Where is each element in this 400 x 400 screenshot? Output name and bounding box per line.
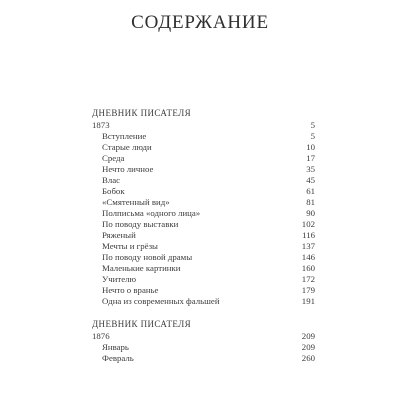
toc-entry-page: 5 [310,120,315,130]
toc-entry-label: По поводу новой драмы [102,252,193,262]
toc-entry [92,164,315,175]
toc-entry [92,230,315,241]
toc-entry-page: 45 [306,175,315,185]
toc-entry-label: Бобок [102,186,125,196]
toc-entry-page: 81 [306,197,315,207]
toc-entry [92,208,315,219]
toc-entry-page: 10 [306,142,315,152]
toc-entry-page: 209 [301,331,315,341]
toc-entry-page: 191 [301,296,315,306]
toc-entry-label: Нечто о вранье [102,285,159,295]
toc-entry-page: 260 [301,353,315,363]
toc-entry-label: Среда [102,153,125,163]
toc-entry-page: 179 [301,285,315,295]
toc-entry [92,131,315,142]
toc-entry [92,186,315,197]
toc-entry-page: 35 [306,164,315,174]
toc-entry-label: Январь [102,342,129,352]
toc-entry-page: 61 [306,186,315,196]
toc-entry [92,263,315,274]
toc-entry-page: 137 [301,241,315,251]
toc-entry [92,274,315,285]
toc-entry-page: 209 [301,342,315,352]
page-title: СОДЕРЖАНИЕ [131,12,269,33]
toc-entry [92,353,315,364]
toc-entry-label: Нечто личное [102,164,154,174]
toc-entry [92,285,315,296]
toc-entry-page: 116 [302,230,315,240]
toc-entry-page: 17 [306,153,315,163]
table-of-contents [92,108,315,364]
toc-entry-page: 146 [301,252,315,262]
toc-entry-label: Мечты и грёзы [102,241,158,251]
toc-entry-page: 160 [301,263,315,273]
toc-entry [92,252,315,263]
toc-entry-label: Старые люди [102,142,152,152]
toc-entry-label: Полписьма «одного лица» [102,208,201,218]
toc-entry [92,175,315,186]
toc-entry-page: 102 [301,219,315,229]
toc-entry-label: Маленькие картинки [102,263,181,273]
toc-entry-label: По поводу выставки [102,219,179,229]
toc-entry-label: Февраль [102,353,134,363]
toc-entry-label: Влас [102,175,121,185]
toc-entry-page: 5 [310,131,315,141]
toc-entry-label: 1873 [92,120,110,130]
toc-entry-label: 1876 [92,331,110,341]
toc-entry-label: Вступление [102,131,147,141]
toc-entry [92,296,315,307]
toc-entry [92,142,315,153]
section-title: ДНЕВНИК ПИСАТЕЛЯ [92,108,192,118]
toc-entry [92,153,315,164]
toc-entry-page: 172 [301,274,315,284]
toc-entry [92,197,315,208]
toc-entry [92,342,315,353]
toc-entry-label: Одна из современных фальшей [102,296,220,306]
toc-entry-label: «Смятенный вид» [102,197,170,207]
toc-year-entry [92,331,315,342]
toc-entry [92,241,315,252]
toc-entry-label: Учителю [102,274,137,284]
toc-entry [92,219,315,230]
toc-entry-page: 90 [306,208,315,218]
section-gap [92,307,315,319]
section-title: ДНЕВНИК ПИСАТЕЛЯ [92,319,192,329]
toc-entry-label: Ряженый [102,230,136,240]
toc-year-entry [92,120,315,131]
